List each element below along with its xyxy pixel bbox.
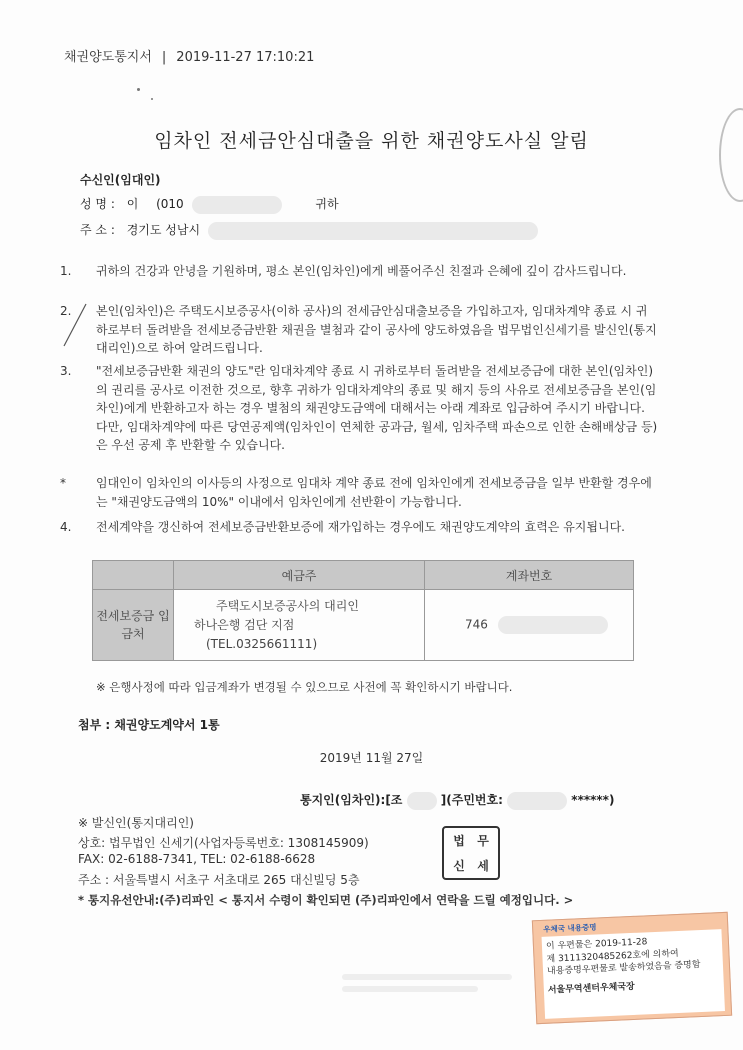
address-label: 주 소 : bbox=[80, 223, 115, 237]
depositor-cell bbox=[174, 590, 425, 661]
paragraph-4: 4. 전세계약을 갱신하여 전세보증금반환보증에 재가입하는 경우에도 채권양도계약의 효력은 유지됩니다. bbox=[60, 520, 625, 534]
redacted-phone bbox=[192, 196, 282, 214]
table-corner-cell bbox=[93, 561, 174, 590]
seal-char: 법 bbox=[453, 833, 465, 848]
redacted-account bbox=[498, 616, 608, 634]
sender-address: 주소 : 서울특별시 서초구 서초대로 265 대신빌딩 5층 bbox=[78, 873, 360, 887]
notifier-id-mask: ******) bbox=[571, 793, 615, 807]
handwritten-slash-mark bbox=[60, 300, 90, 350]
sender-company: 상호: 법무법인 신세기(사업자등록번호: 1308145909) bbox=[78, 836, 369, 850]
doc-type: 채권양도통지서 bbox=[64, 50, 152, 65]
scan-speck bbox=[137, 88, 140, 91]
depositor-line: 주택도시보증공사의 대리인 bbox=[216, 598, 359, 613]
recipient-address-row bbox=[80, 221, 538, 240]
redacted-notifier-name bbox=[407, 792, 437, 810]
account-table bbox=[92, 560, 634, 661]
name-value: 이 bbox=[126, 197, 139, 211]
recipient-name-row bbox=[80, 195, 339, 214]
name-label: 성 명 : bbox=[80, 197, 115, 211]
postal-tag: 우체국 내용증명 bbox=[543, 922, 597, 934]
account-cell bbox=[425, 590, 634, 661]
depositor-line: 하나은행 검단 지점 bbox=[194, 617, 295, 632]
notifier-label: 통지인(임차인):[조 bbox=[300, 793, 403, 807]
postal-line: 제 3111320485262호에 의하여 bbox=[546, 948, 679, 965]
postal-line: 내용증명우편물로 발송하였음을 증명함 bbox=[546, 960, 701, 977]
redacted-address bbox=[208, 222, 538, 240]
depositor-header: 예금주 bbox=[174, 561, 425, 590]
address-value: 경기도 성남시 bbox=[126, 223, 201, 237]
law-firm-seal bbox=[442, 826, 500, 880]
postal-certification-stamp bbox=[532, 912, 732, 1024]
notice-guide: * 통지유선안내:(주)리파인 < 통지서 수령이 확인되면 (주)리파인에서 연락을 드릴 예정입니다. > bbox=[78, 893, 574, 907]
row-label: 전세보증금 입금처 bbox=[93, 590, 174, 661]
postal-office: 서울무역센터우체국장 bbox=[547, 981, 635, 996]
redacted-id bbox=[507, 792, 567, 810]
timestamp: 2019-11-27 17:10:21 bbox=[176, 50, 315, 65]
account-prefix: 746 bbox=[465, 617, 488, 632]
recipient-section-label: 수신인(임대인) bbox=[80, 173, 161, 187]
sender-label: ※ 발신인(통지대리인) bbox=[78, 816, 194, 830]
honorific: 귀하 bbox=[315, 197, 339, 211]
phone-prefix: (010 bbox=[156, 197, 184, 211]
paragraph-1: 1. 귀하의 건강과 안녕을 기원하며, 평소 본인(임차인)에게 베풀어주신 친절과 은혜에 깊이 감사드립니다. bbox=[60, 264, 627, 278]
paragraph-3: 3. "전세보증금반환 채권의 양도"란 임대차계약 종료 시 귀하로부터 돌려받을 전세보증금에 대한 본인(임차인)의 권리를 공사로 이전한 것으로, 향후 귀하가 임대차계약의 종료 및 해지 등의 사유로 전세보증금을 본인(임차인)에게 반환하고자 하는 경우 별첨의 채권양도금액에 대해서는 아래 계좌로 입금하여 주시기 바랍니다. 다만, 임대차계약에 따른 당연공제액(임차인이 연체한 공과금, 월세, 임차주택 파손으로 인한 손해배상금 등)은 우선 공제 후 반환할 수 있습니다. bbox=[60, 364, 658, 452]
paragraph-note-early-return: * 임대인이 임차인의 이사등의 사정으로 임대차 계약 종료 전에 임차인에게 전세보증금을 일부 반환할 경우에는 "채권양도금액의 10%" 이내에서 임차인에게 선반환이 가능합니다. bbox=[60, 476, 652, 509]
seal-char: 세 bbox=[477, 858, 489, 873]
bank-note: ※ 은행사정에 따라 입금계좌가 변경될 수 있으므로 사전에 꼭 확인하시기 바랍니다. bbox=[96, 680, 513, 694]
header-separator: | bbox=[161, 50, 167, 65]
seal-char: 무 bbox=[477, 833, 489, 848]
notifier-line bbox=[300, 791, 614, 810]
scan-speck bbox=[151, 98, 153, 100]
account-header: 계좌번호 bbox=[425, 561, 634, 590]
sender-contact: FAX: 02-6188-7341, TEL: 02-6188-6628 bbox=[78, 852, 316, 866]
attachment-line: 첨부 : 채권양도계약서 1통 bbox=[78, 718, 220, 732]
document-date: 2019년 11월 27일 bbox=[319, 751, 424, 765]
paragraph-2: 2. 본인(임차인)은 주택도시보증공사(이하 공사)의 전세금안심대출보증을 가입하고자, 임대차계약 종료 시 귀하로부터 돌려받을 전세보증금반환 채권을 별첨과 같이 공사에 양도하였음을 법무법인신세기를 발신인(통지대리인)으로 하여 알려드립니다. bbox=[60, 304, 657, 355]
faint-watermark bbox=[342, 968, 512, 1008]
document-header bbox=[64, 46, 314, 65]
document-title: 임차인 전세금안심대출을 위한 채권양도사실 알림 bbox=[154, 130, 589, 152]
depositor-line: (TEL.0325661111) bbox=[206, 636, 318, 651]
edge-stamp-mark bbox=[719, 108, 743, 202]
postal-stamp-body bbox=[542, 929, 725, 1019]
postal-line: 이 우편물은 2019-11-28 bbox=[545, 937, 648, 952]
seal-char: 신 bbox=[453, 858, 465, 873]
notifier-id-label: ](주민번호: bbox=[440, 793, 503, 807]
